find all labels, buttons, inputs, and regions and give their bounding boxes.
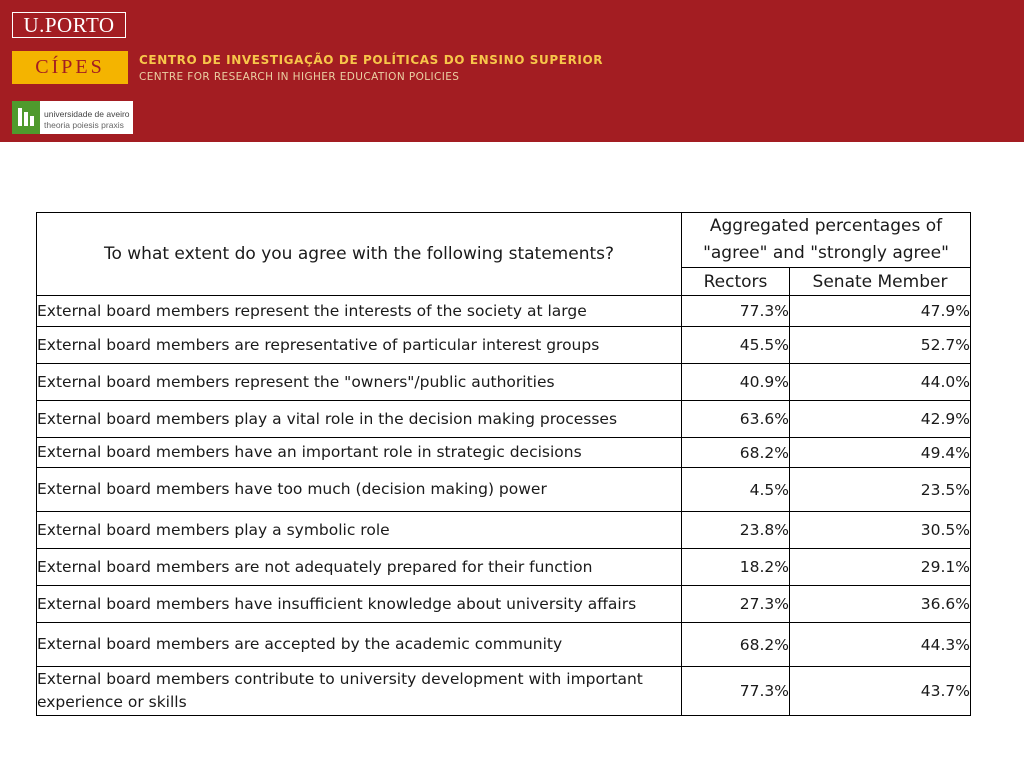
statement-cell: External board members contribute to university development with important experience or skills xyxy=(37,667,682,716)
senate-cell: 44.0% xyxy=(790,364,971,401)
rectors-cell: 27.3% xyxy=(682,586,790,623)
table-row xyxy=(37,468,971,512)
senate-cell: 47.9% xyxy=(790,296,971,327)
centre-name-pt: CENTRO DE INVESTIGAÇÃO DE POLÍTICAS DO ENSINO SUPERIOR xyxy=(139,53,604,67)
header-banner xyxy=(0,0,1024,142)
senate-cell: 23.5% xyxy=(790,468,971,512)
senate-cell: 44.3% xyxy=(790,623,971,667)
statement-cell: External board members have too much (decision making) power xyxy=(37,468,682,512)
statement-cell: External board members represent the interests of the society at large xyxy=(37,296,682,327)
question-header: To what extent do you agree with the following statements? xyxy=(37,213,682,296)
rectors-cell: 63.6% xyxy=(682,401,790,438)
senate-cell: 52.7% xyxy=(790,327,971,364)
senate-cell: 36.6% xyxy=(790,586,971,623)
statement-cell: External board members have an important role in strategic decisions xyxy=(37,438,682,468)
statement-cell: External board members have insufficient knowledge about university affairs xyxy=(37,586,682,623)
senate-header: Senate Member xyxy=(790,268,971,296)
rectors-cell: 68.2% xyxy=(682,623,790,667)
statement-cell: External board members are representative of particular interest groups xyxy=(37,327,682,364)
aveiro-logo xyxy=(12,101,133,134)
aveiro-mark-icon xyxy=(12,101,40,134)
rectors-cell: 77.3% xyxy=(682,667,790,716)
rectors-cell: 77.3% xyxy=(682,296,790,327)
rectors-cell: 18.2% xyxy=(682,549,790,586)
senate-cell: 30.5% xyxy=(790,512,971,549)
table-row xyxy=(37,512,971,549)
rectors-cell: 4.5% xyxy=(682,468,790,512)
senate-cell: 49.4% xyxy=(790,438,971,468)
centre-name-en: CENTRE FOR RESEARCH IN HIGHER EDUCATION POLICIES xyxy=(139,71,460,83)
statement-cell: External board members are accepted by the academic community xyxy=(37,623,682,667)
uporto-logo: U.PORTO xyxy=(12,12,126,38)
senate-cell: 29.1% xyxy=(790,549,971,586)
statement-cell: External board members play a vital role in the decision making processes xyxy=(37,401,682,438)
rectors-header: Rectors xyxy=(682,268,790,296)
rectors-cell: 45.5% xyxy=(682,327,790,364)
rectors-cell: 23.8% xyxy=(682,512,790,549)
table-row xyxy=(37,296,971,327)
table-row xyxy=(37,623,971,667)
senate-cell: 42.9% xyxy=(790,401,971,438)
table-row xyxy=(37,327,971,364)
aveiro-motto: theoria poiesis praxis xyxy=(44,120,124,130)
table-row xyxy=(37,549,971,586)
table-row xyxy=(37,586,971,623)
table-row xyxy=(37,364,971,401)
aggregate-header: Aggregated percentages of "agree" and "strongly agree" xyxy=(682,213,971,268)
statement-cell: External board members play a symbolic role xyxy=(37,512,682,549)
cipes-logo: CÍPES xyxy=(12,51,128,84)
aveiro-name: universidade de aveiro xyxy=(44,109,130,119)
statement-cell: External board members represent the "owners"/public authorities xyxy=(37,364,682,401)
senate-cell: 43.7% xyxy=(790,667,971,716)
rectors-cell: 40.9% xyxy=(682,364,790,401)
table-row xyxy=(37,438,971,468)
statement-cell: External board members are not adequately prepared for their function xyxy=(37,549,682,586)
rectors-cell: 68.2% xyxy=(682,438,790,468)
survey-table xyxy=(36,212,971,716)
table-row xyxy=(37,667,971,716)
table-row xyxy=(37,401,971,438)
